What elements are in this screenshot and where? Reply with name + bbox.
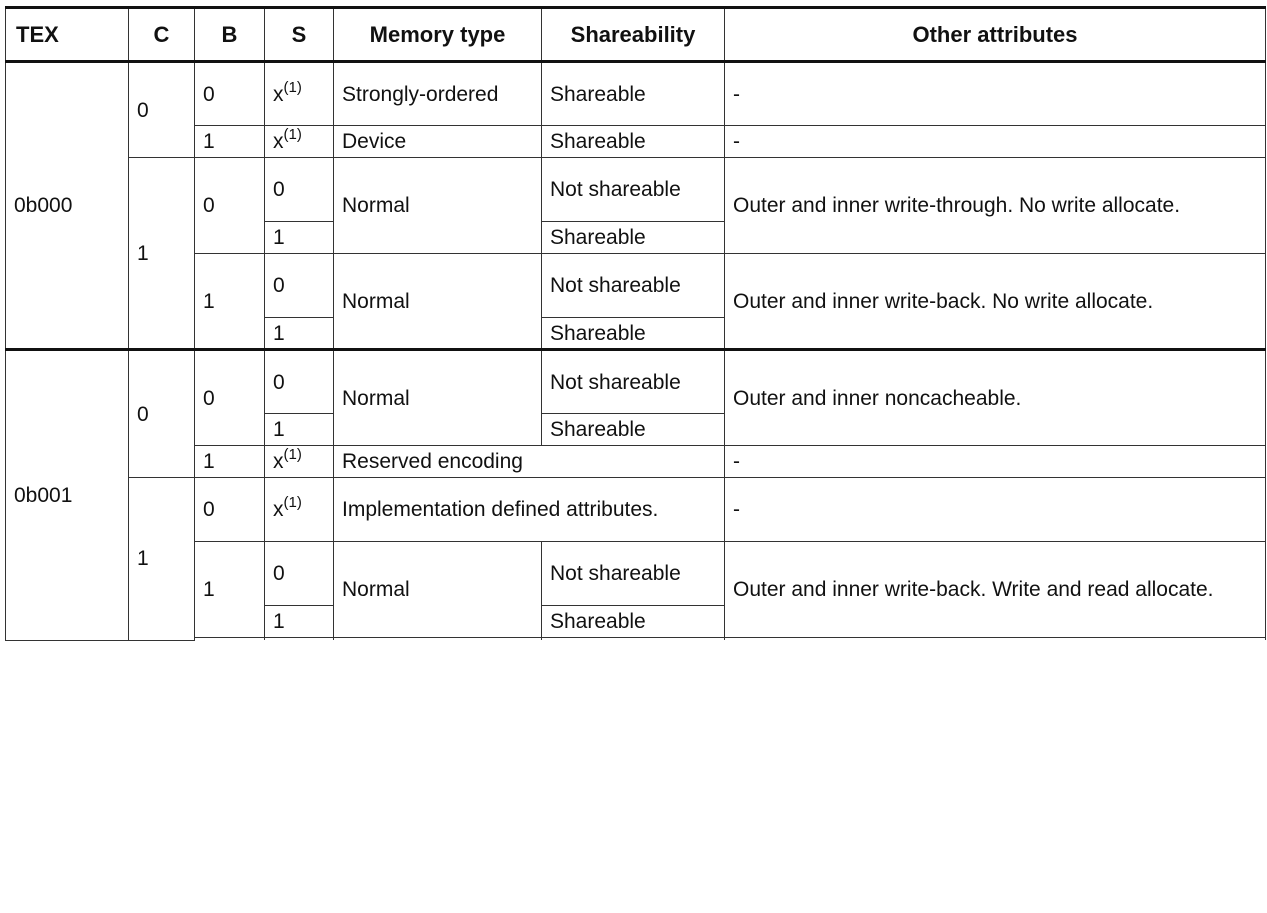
- other-attributes-cell: Outer and inner write-back. Write and read allocate.: [725, 542, 1266, 638]
- memory-type-cell: Normal: [334, 254, 542, 350]
- continuation-cell: [725, 638, 1266, 641]
- header-c: C: [129, 8, 195, 62]
- other-attributes-cell: -: [725, 478, 1266, 542]
- table-row: [6, 62, 1266, 126]
- c-cell: 0: [129, 62, 195, 158]
- memory-type-cell: Normal: [334, 542, 542, 638]
- shareability-cell: Shareable: [542, 606, 725, 638]
- shareability-cell: Shareable: [542, 62, 725, 126]
- s-cell: 1: [265, 606, 334, 638]
- other-attributes-cell: Outer and inner write-through. No write allocate.: [725, 158, 1266, 254]
- b-cell: 1: [195, 542, 265, 638]
- b-cell: 0: [195, 478, 265, 542]
- c-cell: 1: [129, 478, 195, 641]
- c-cell: 0: [129, 350, 195, 478]
- memory-type-cell: Device: [334, 126, 542, 158]
- memory-type-cell: Normal: [334, 350, 542, 446]
- header-memory-type: Memory type: [334, 8, 542, 62]
- continuation-cell: [265, 638, 334, 641]
- other-attributes-cell: Outer and inner noncacheable.: [725, 350, 1266, 446]
- tex-cell: 0b001: [6, 350, 129, 641]
- s-cell: 0: [265, 254, 334, 318]
- footnote-ref: (1): [283, 78, 302, 96]
- table-row-continuation: [6, 638, 1266, 641]
- shareability-cell: Not shareable: [542, 542, 725, 606]
- s-cell: $x^{(1)}$: [265, 126, 334, 158]
- shareability-cell: Not shareable: [542, 254, 725, 318]
- shareability-cell: Shareable: [542, 414, 725, 446]
- memory-type-cell: Implementation defined attributes.: [334, 478, 725, 542]
- header-shareability: Shareability: [542, 8, 725, 62]
- footnote-ref: (1): [283, 126, 302, 143]
- s-cell: $x^{(1)}$: [265, 446, 334, 478]
- header-tex: TEX: [6, 8, 129, 62]
- shareability-cell: Not shareable: [542, 350, 725, 414]
- other-attributes-cell: -: [725, 62, 1266, 126]
- b-cell: 1: [195, 126, 265, 158]
- other-attributes-cell: -: [725, 126, 1266, 158]
- b-cell: 0: [195, 62, 265, 126]
- header-s: S: [265, 8, 334, 62]
- memory-type-cell: Reserved encoding: [334, 446, 725, 478]
- b-cell: 0: [195, 350, 265, 446]
- continuation-cell: [334, 638, 542, 641]
- s-cell: 0: [265, 542, 334, 606]
- header-other-attributes: Other attributes: [725, 8, 1266, 62]
- footnote-ref: (1): [283, 494, 302, 511]
- other-attributes-cell: Outer and inner write-back. No write allocate.: [725, 254, 1266, 350]
- table-row: [6, 446, 1266, 478]
- memory-attributes-table: [5, 6, 1266, 641]
- shareability-cell: Shareable: [542, 126, 725, 158]
- continuation-cell: [195, 638, 265, 641]
- s-cell: $x^{(1)}$: [265, 478, 334, 542]
- b-cell: 1: [195, 254, 265, 350]
- s-cell: 0: [265, 158, 334, 222]
- shareability-cell: Shareable: [542, 222, 725, 254]
- table-row: [6, 126, 1266, 158]
- s-cell: 0: [265, 350, 334, 414]
- s-cell: $x^{(1)}$: [265, 62, 334, 126]
- table-row: [6, 158, 1266, 222]
- header-row: [6, 8, 1266, 62]
- s-cell: 1: [265, 222, 334, 254]
- s-cell: 1: [265, 414, 334, 446]
- b-cell: 0: [195, 158, 265, 254]
- c-cell: 1: [129, 158, 195, 350]
- continuation-cell: [542, 638, 725, 641]
- tex-cell: 0b000: [6, 62, 129, 350]
- s-cell: 1: [265, 318, 334, 350]
- table-row: [6, 542, 1266, 606]
- footnote-ref: (1): [283, 446, 302, 463]
- other-attributes-cell: -: [725, 446, 1266, 478]
- shareability-cell: Not shareable: [542, 158, 725, 222]
- table-row: [6, 350, 1266, 414]
- memory-type-cell: Strongly-ordered: [334, 62, 542, 126]
- shareability-cell: Shareable: [542, 318, 725, 350]
- table-row: [6, 254, 1266, 318]
- memory-type-cell: Normal: [334, 158, 542, 254]
- b-cell: 1: [195, 446, 265, 478]
- table-row: [6, 478, 1266, 542]
- header-b: B: [195, 8, 265, 62]
